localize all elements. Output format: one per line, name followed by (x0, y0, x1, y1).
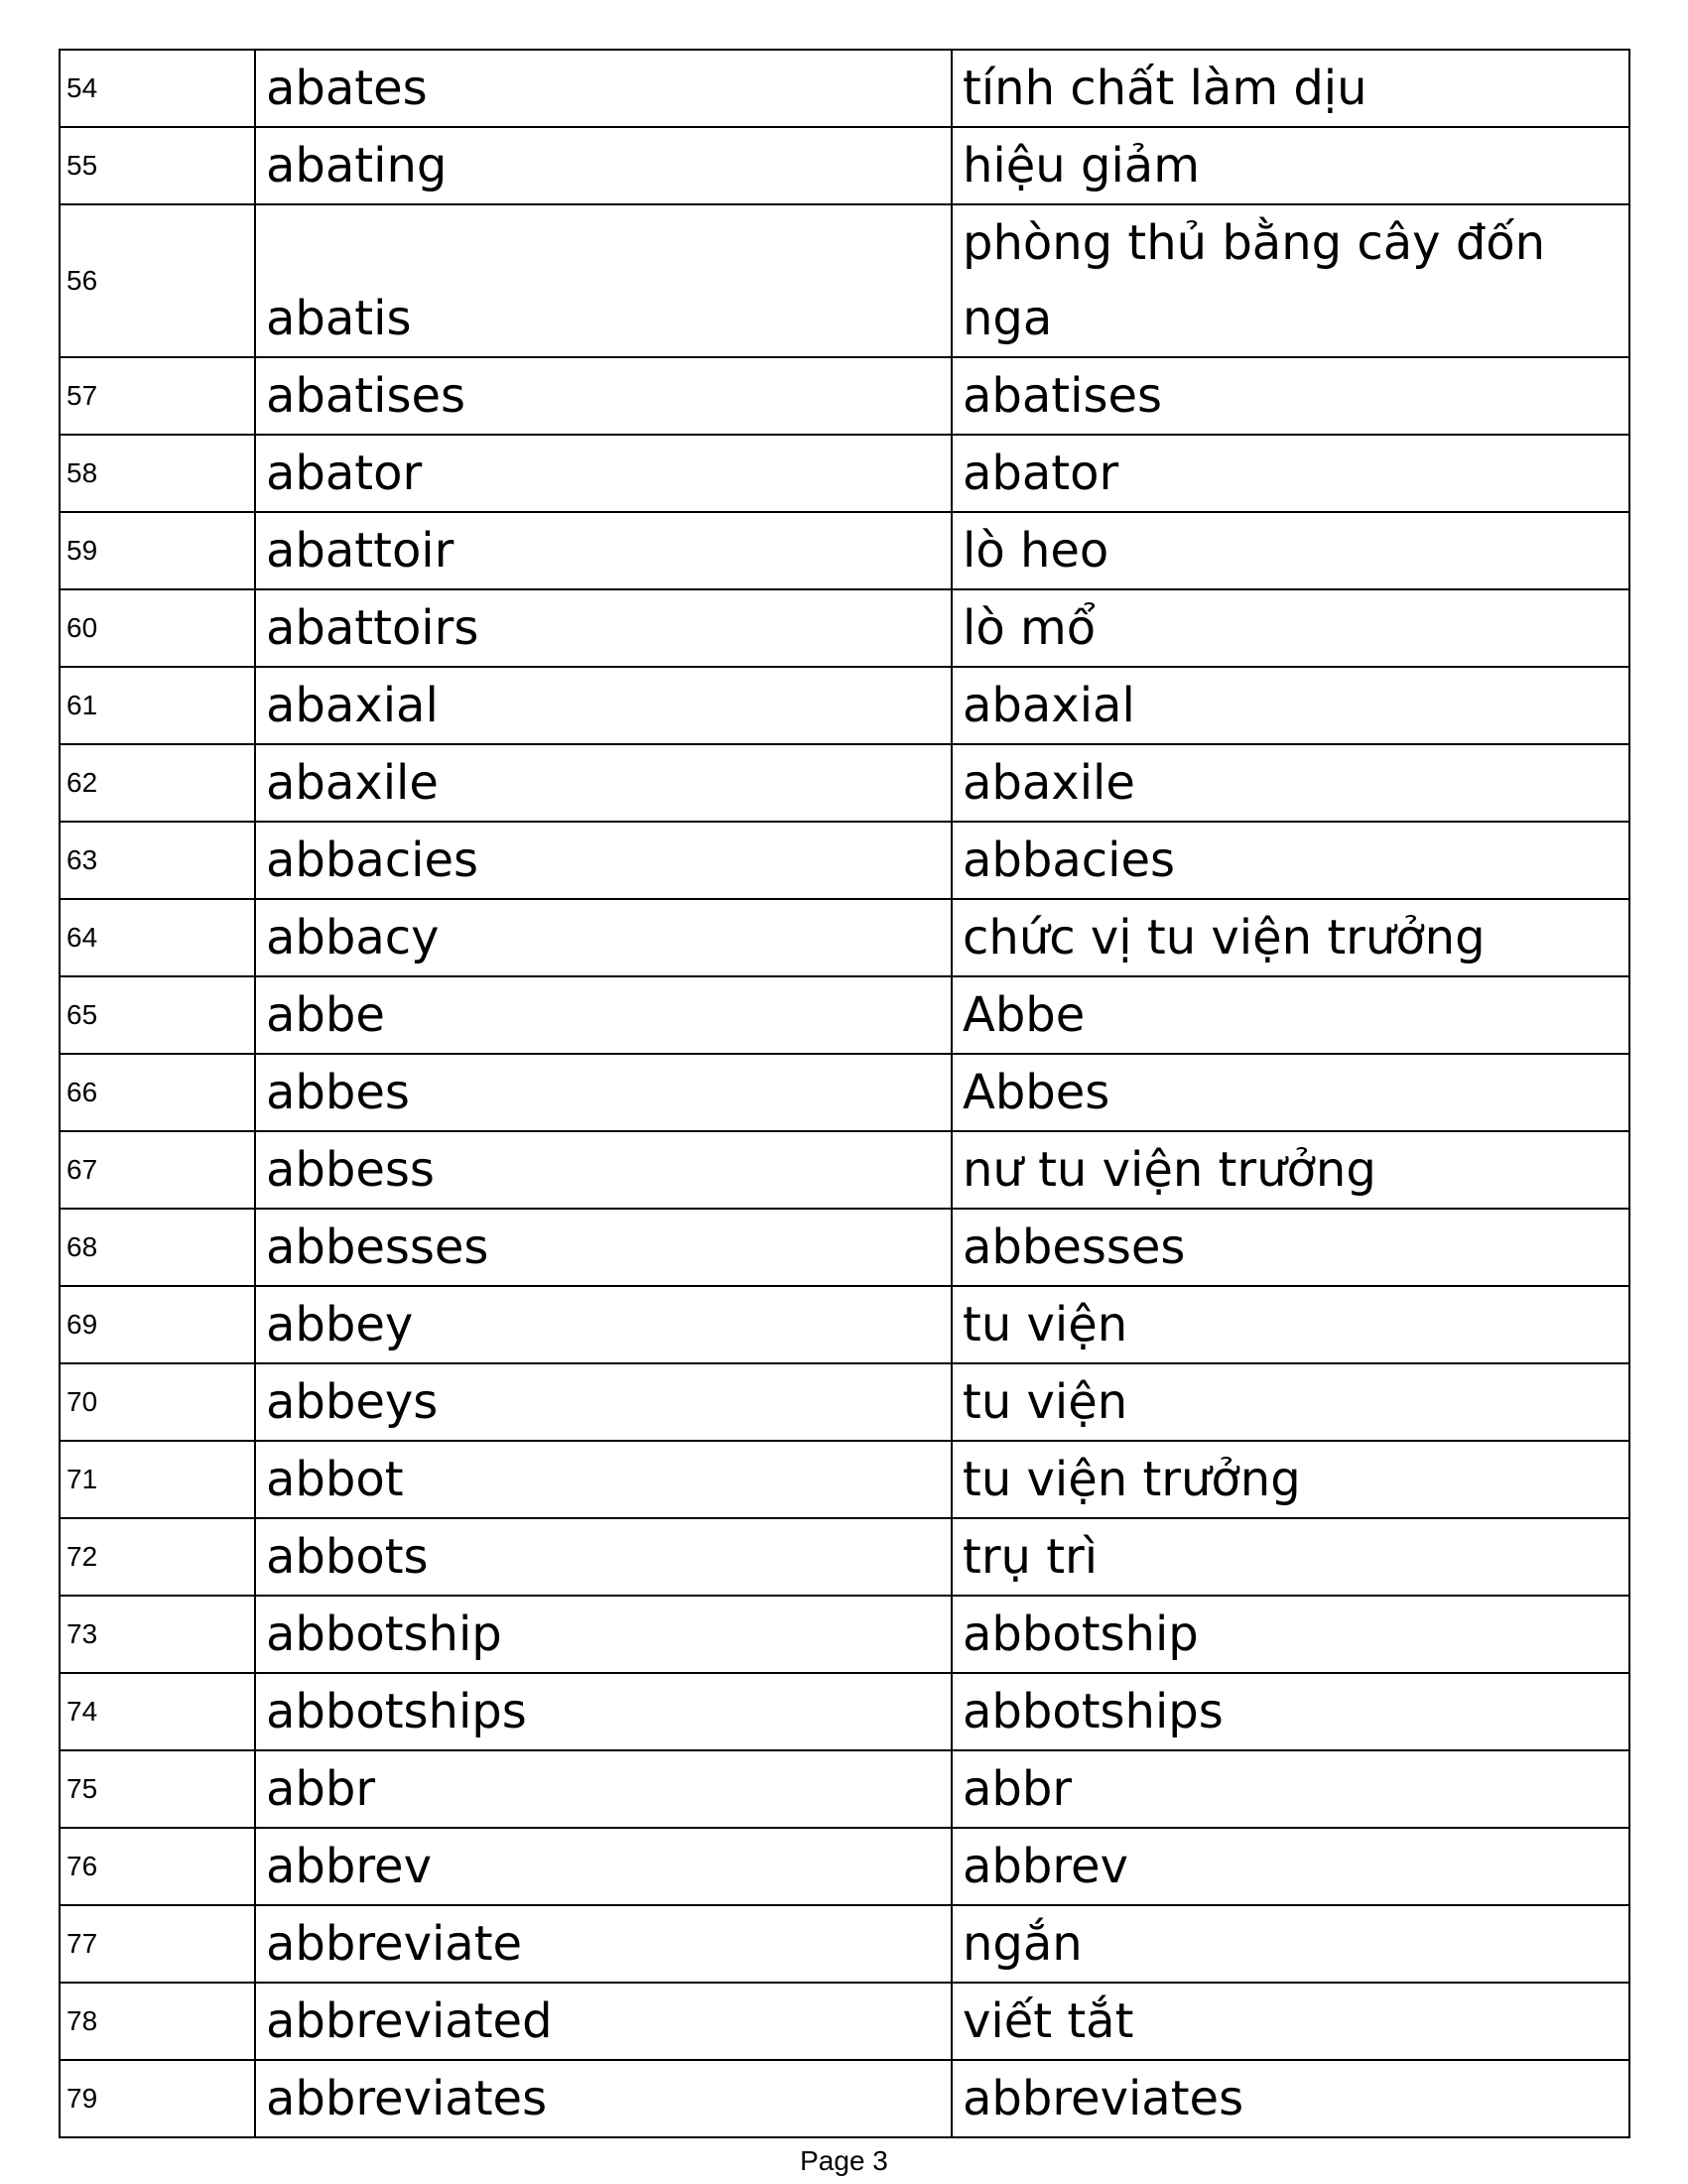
vietnamese-meaning: tính chất làm dịu (952, 50, 1629, 127)
table-row (60, 204, 1629, 357)
english-word: abbr (255, 1750, 952, 1828)
table-row (60, 127, 1629, 204)
table-row (60, 1441, 1629, 1518)
table-row (60, 1286, 1629, 1363)
row-number: 76 (60, 1828, 255, 1905)
vietnamese-meaning: abbacies (952, 822, 1629, 899)
english-word: abator (255, 435, 952, 512)
row-number: 68 (60, 1209, 255, 1286)
english-word: abbreviated (255, 1983, 952, 2060)
row-number: 73 (60, 1596, 255, 1673)
row-number: 70 (60, 1363, 255, 1441)
english-word: abbey (255, 1286, 952, 1363)
row-number: 64 (60, 899, 255, 976)
row-number: 79 (60, 2060, 255, 2137)
table-row (60, 822, 1629, 899)
table-row (60, 1983, 1629, 2060)
english-word: abaxial (255, 667, 952, 744)
row-number: 67 (60, 1131, 255, 1209)
english-word: abbe (255, 976, 952, 1054)
english-word: abattoir (255, 512, 952, 589)
english-word: abaxile (255, 744, 952, 822)
vietnamese-meaning: abbotship (952, 1596, 1629, 1673)
vietnamese-meaning: hiệu giảm (952, 127, 1629, 204)
table-row (60, 1750, 1629, 1828)
table-row (60, 2060, 1629, 2137)
row-number: 66 (60, 1054, 255, 1131)
row-number: 60 (60, 589, 255, 667)
english-word: abbotships (255, 1673, 952, 1750)
vocabulary-table (59, 49, 1630, 2138)
row-number: 65 (60, 976, 255, 1054)
row-number: 63 (60, 822, 255, 899)
english-word: abbeys (255, 1363, 952, 1441)
vietnamese-meaning: abbr (952, 1750, 1629, 1828)
table-row (60, 1596, 1629, 1673)
table-row (60, 357, 1629, 435)
vietnamese-meaning: tu viện (952, 1286, 1629, 1363)
vietnamese-meaning: tu viện trưởng (952, 1441, 1629, 1518)
table-row (60, 1905, 1629, 1983)
table-row (60, 976, 1629, 1054)
english-word: abbess (255, 1131, 952, 1209)
vietnamese-meaning: tu viện (952, 1363, 1629, 1441)
table-row (60, 1131, 1629, 1209)
english-word: abbreviate (255, 1905, 952, 1983)
row-number: 62 (60, 744, 255, 822)
table-row (60, 1209, 1629, 1286)
english-word: abatises (255, 357, 952, 435)
english-word: abbesses (255, 1209, 952, 1286)
english-word: abbots (255, 1518, 952, 1596)
table-row (60, 667, 1629, 744)
english-word: abbacies (255, 822, 952, 899)
vietnamese-meaning: Abbes (952, 1054, 1629, 1131)
table-row (60, 1828, 1629, 1905)
row-number: 57 (60, 357, 255, 435)
row-number: 59 (60, 512, 255, 589)
table-row (60, 1054, 1629, 1131)
english-word: abbot (255, 1441, 952, 1518)
table-row (60, 1363, 1629, 1441)
table-row (60, 512, 1629, 589)
row-number: 55 (60, 127, 255, 204)
english-word: abatis (255, 204, 952, 357)
vietnamese-meaning: abaxile (952, 744, 1629, 822)
english-word: abattoirs (255, 589, 952, 667)
vietnamese-meaning: phòng thủ bằng cây đốn nga (952, 204, 1629, 357)
vietnamese-meaning: nư tu viện trưởng (952, 1131, 1629, 1209)
vietnamese-meaning: abbreviates (952, 2060, 1629, 2137)
english-word: abbotship (255, 1596, 952, 1673)
row-number: 69 (60, 1286, 255, 1363)
vietnamese-meaning: trụ trì (952, 1518, 1629, 1596)
table-row (60, 1518, 1629, 1596)
english-word: abating (255, 127, 952, 204)
english-word: abbreviates (255, 2060, 952, 2137)
vietnamese-meaning: abaxial (952, 667, 1629, 744)
row-number: 74 (60, 1673, 255, 1750)
english-word: abbacy (255, 899, 952, 976)
table-row (60, 50, 1629, 127)
vietnamese-meaning: lò heo (952, 512, 1629, 589)
vietnamese-meaning: abbrev (952, 1828, 1629, 1905)
vietnamese-meaning: abator (952, 435, 1629, 512)
row-number: 75 (60, 1750, 255, 1828)
vietnamese-meaning: viết tắt (952, 1983, 1629, 2060)
vietnamese-meaning: abbesses (952, 1209, 1629, 1286)
vietnamese-meaning: chức vị tu viện trưởng (952, 899, 1629, 976)
vietnamese-meaning: abbotships (952, 1673, 1629, 1750)
english-word: abates (255, 50, 952, 127)
row-number: 58 (60, 435, 255, 512)
row-number: 78 (60, 1983, 255, 2060)
row-number: 71 (60, 1441, 255, 1518)
table-row (60, 435, 1629, 512)
table-row (60, 1673, 1629, 1750)
english-word: abbrev (255, 1828, 952, 1905)
english-word: abbes (255, 1054, 952, 1131)
vietnamese-meaning: abatises (952, 357, 1629, 435)
row-number: 61 (60, 667, 255, 744)
row-number: 77 (60, 1905, 255, 1983)
row-number: 72 (60, 1518, 255, 1596)
table-row (60, 744, 1629, 822)
row-number: 54 (60, 50, 255, 127)
page-footer: Page 3 (800, 2145, 888, 2176)
vietnamese-meaning: Abbe (952, 976, 1629, 1054)
table-row (60, 899, 1629, 976)
vietnamese-meaning: lò mổ (952, 589, 1629, 667)
row-number: 56 (60, 204, 255, 357)
table-row (60, 589, 1629, 667)
vietnamese-meaning: ngắn (952, 1905, 1629, 1983)
